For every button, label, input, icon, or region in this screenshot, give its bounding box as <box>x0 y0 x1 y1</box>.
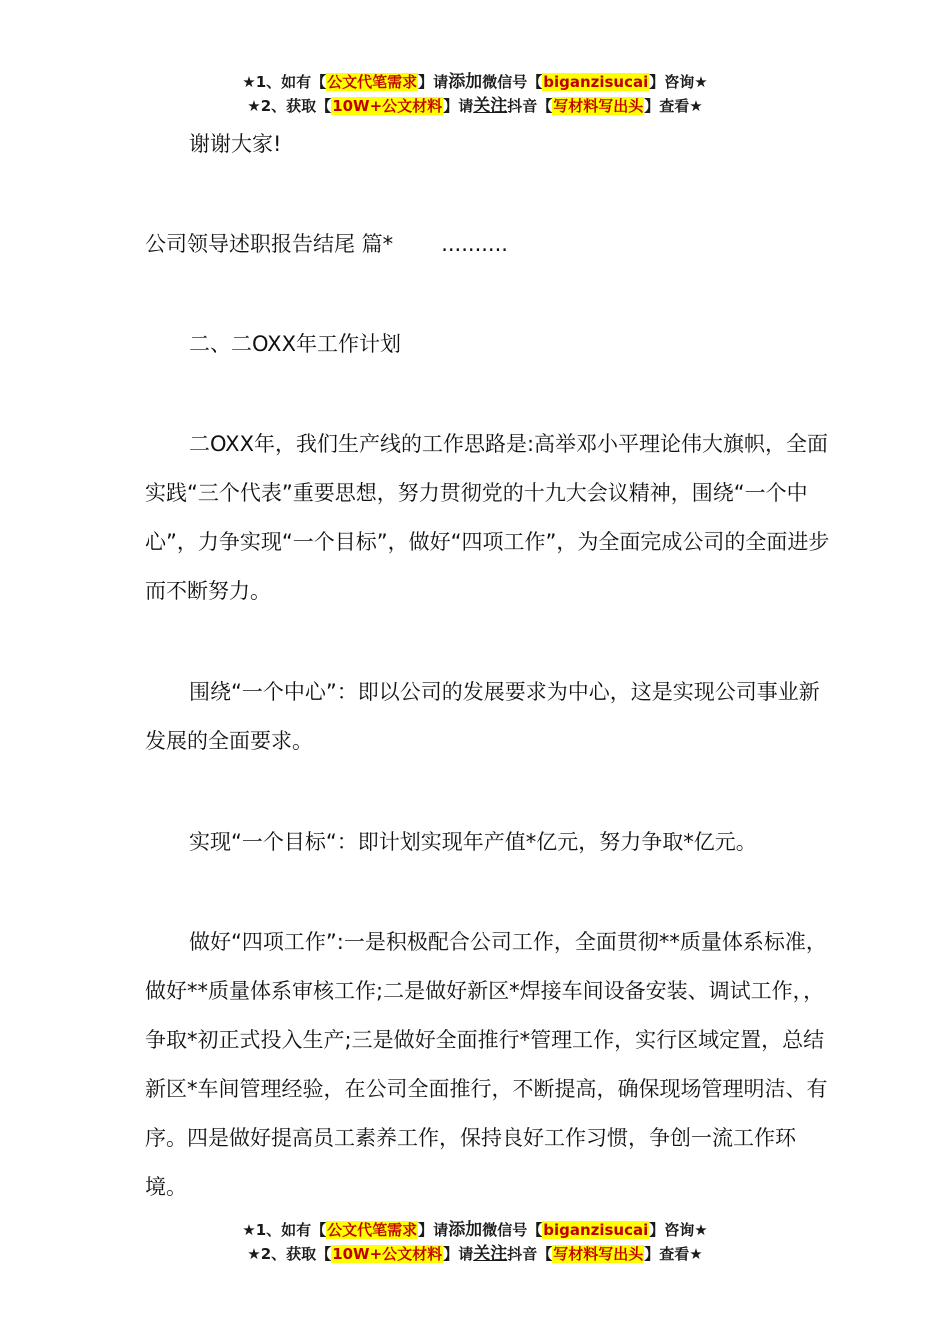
highlight-materials: 10W+公文材料 <box>332 97 443 115</box>
header-banner-line-1 <box>0 70 950 94</box>
banner-emphasis: 关注 <box>473 96 508 116</box>
header-banner-line-2 <box>0 94 950 118</box>
article-title: 公司领导述职报告结尾 篇* <box>145 232 394 256</box>
footer-banner <box>0 1218 950 1266</box>
highlight-materials: 10W+公文材料 <box>332 1245 443 1263</box>
banner-emphasis: 关注 <box>473 1244 508 1264</box>
highlight-service: 公文代笔需求 <box>327 1221 418 1239</box>
banner-text: ★1、如有【 <box>242 73 327 91</box>
banner-text: ★1、如有【 <box>242 1221 327 1239</box>
banner-text: 】咨询★ <box>649 73 708 91</box>
highlight-service: 公文代笔需求 <box>327 73 418 91</box>
banner-text: 】查看★ <box>644 1245 703 1263</box>
section-heading: 二、二OXX年工作计划 <box>189 332 401 356</box>
article-title-line <box>145 220 835 269</box>
banner-text: 抖音【 <box>507 97 553 115</box>
banner-text: 】请 <box>443 1245 474 1263</box>
banner-text: 】请 <box>443 97 474 115</box>
paragraph-one-center: 围绕“一个中心”：即以公司的发展要求为中心，这是实现公司事业新发展的全面要求。 <box>145 680 820 753</box>
banner-text: ★2、获取【 <box>247 1245 332 1263</box>
title-dots: .......... <box>441 232 508 256</box>
highlight-wechat-id: biganzisucai <box>543 73 649 91</box>
thanks-line: 谢谢大家! <box>189 132 282 156</box>
paragraph-one-goal: 实现“一个目标“：即计划实现年产值*亿元，努力争取*亿元。 <box>189 830 757 854</box>
banner-text: 微信号【 <box>482 1221 543 1239</box>
banner-text: 】请 <box>418 1221 449 1239</box>
paragraph-four-tasks: 做好“四项工作”:一是积极配合公司工作，全面贯彻**质量体系标准，做好**质量体系审核工作;二是做好新区*焊接车间设备安装、调试工作，，争取*初正式投入生产;三是做好全面推行*管理工作，实行区域定置，总结新区*车间管理经验，在公司全面推行，不断提高，确保现场管理明洁、有序。四是做好提高员工素养工作，保持良好工作习惯，争创一流工作环境。 <box>145 930 828 1199</box>
highlight-douyin-account: 写材料写出头 <box>553 97 644 115</box>
footer-banner-line-1 <box>0 1218 950 1242</box>
banner-text: ★2、获取【 <box>247 97 332 115</box>
banner-text: 抖音【 <box>507 1245 553 1263</box>
paragraph-work-ideas: 二OXX年，我们生产线的工作思路是:高举邓小平理论伟大旗帜，全面实践“三个代表”重要思想，努力贯彻党的十九大会议精神，围绕“一个中心”，力争实现“一个目标”，做好“四项工作”，为全面完成公司的全面进步而不断努力。 <box>145 432 830 603</box>
banner-text: 微信号【 <box>482 73 543 91</box>
banner-text: 】咨询★ <box>649 1221 708 1239</box>
highlight-douyin-account: 写材料写出头 <box>553 1245 644 1263</box>
banner-emphasis: 添加 <box>448 72 483 92</box>
highlight-wechat-id: biganzisucai <box>543 1221 649 1239</box>
footer-banner-line-2 <box>0 1242 950 1266</box>
banner-text: 】查看★ <box>644 97 703 115</box>
header-banner <box>0 70 950 118</box>
banner-text: 】请 <box>418 73 449 91</box>
banner-emphasis: 添加 <box>448 1220 483 1240</box>
